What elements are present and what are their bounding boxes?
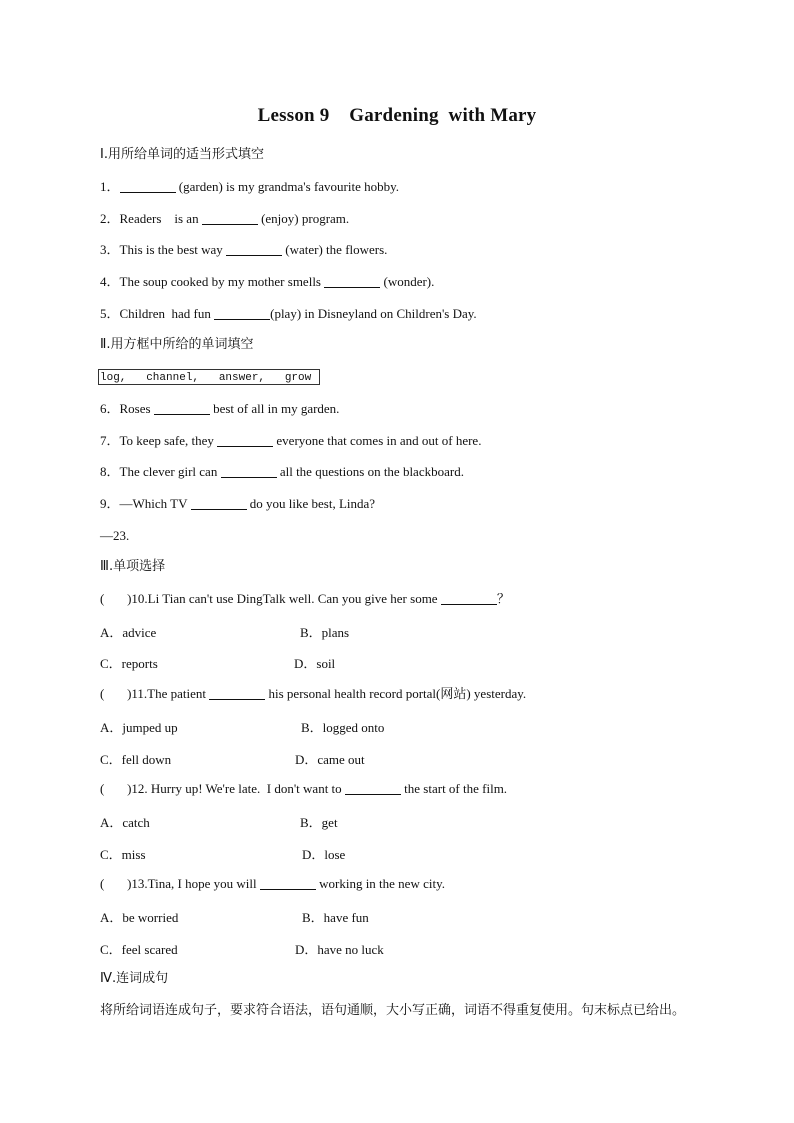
section-4-heading: Ⅳ.连词成句 — [100, 971, 169, 986]
answer-blank[interactable] — [120, 180, 176, 193]
question-9: 9．—Which TV do you like best, Linda? — [100, 496, 376, 511]
option-c[interactable]: C．reports — [100, 656, 158, 671]
option-c[interactable]: C．fell down — [100, 752, 172, 767]
question-10: ( )10.Li Tian can't use DingTalk well. Can you give her some ？ — [100, 591, 510, 606]
option-b[interactable]: B．logged onto — [301, 720, 385, 735]
question-2: 2．Readers is an (enjoy) program. — [100, 211, 350, 226]
answer-blank[interactable] — [226, 243, 282, 256]
option-d[interactable]: D．soil — [294, 656, 336, 671]
option-b[interactable]: B．get — [300, 815, 338, 830]
answer-blank[interactable] — [345, 782, 401, 795]
answer-blank[interactable] — [214, 307, 270, 320]
answer-blank[interactable] — [260, 877, 316, 890]
section-2-heading: Ⅱ.用方框中所给的单词填空 — [100, 337, 254, 352]
answer-blank[interactable] — [217, 434, 273, 447]
section-1-heading: Ⅰ.用所给单词的适当形式填空 — [100, 147, 264, 162]
answer-blank[interactable] — [324, 275, 380, 288]
option-d[interactable]: D．lose — [302, 847, 346, 862]
option-b[interactable]: B．plans — [300, 625, 350, 640]
dialogue-reply: —23. — [100, 528, 130, 543]
option-a[interactable]: A．catch — [100, 815, 150, 830]
question-12: ( )12. Hurry up! We're late. I don't want to the start of the film. — [100, 781, 508, 796]
section-3-heading: Ⅲ.单项选择 — [100, 559, 166, 574]
question-5: 5．Children had fun (play) in Disneyland on Children's Day. — [100, 306, 477, 321]
option-c[interactable]: C．miss — [100, 847, 146, 862]
option-d[interactable]: D．have no luck — [295, 942, 384, 957]
option-b[interactable]: B．have fun — [302, 910, 369, 925]
question-13: ( )13.Tina, I hope you will working in the new city. — [100, 876, 445, 891]
answer-blank[interactable] — [209, 687, 265, 700]
question-1: 1． (garden) is my grandma's favourite hobby. — [100, 179, 400, 194]
answer-blank[interactable] — [221, 465, 277, 478]
option-a[interactable]: A．be worried — [100, 910, 179, 925]
word-box: log, channel, answer, grow — [98, 369, 320, 385]
answer-blank[interactable] — [202, 212, 258, 225]
answer-blank[interactable] — [191, 497, 247, 510]
answer-blank[interactable] — [154, 402, 210, 415]
question-6: 6．Roses best of all in my garden. — [100, 401, 340, 416]
question-11: ( )11.The patient his personal health record portal(网站) yesterday. — [100, 686, 527, 701]
question-7: 7．To keep safe, they everyone that comes in and out of here. — [100, 433, 482, 448]
question-4: 4．The soup cooked by my mother smells (wonder). — [100, 274, 435, 289]
question-3: 3．This is the best way (water) the flowers. — [100, 242, 388, 257]
option-a[interactable]: A．advice — [100, 625, 157, 640]
option-a[interactable]: A．jumped up — [100, 720, 178, 735]
option-d[interactable]: D．came out — [295, 752, 365, 767]
section-4-instruction: 将所给词语连成句子，要求符合语法，语句通顺，大小写正确，词语不得重复使用。句末标点已给出。 — [100, 1003, 686, 1018]
lesson-title: Lesson 9 Gardening with Mary — [257, 105, 537, 126]
question-8: 8．The clever girl can all the questions on the blackboard. — [100, 464, 464, 479]
answer-blank[interactable] — [441, 592, 497, 605]
option-c[interactable]: C．feel scared — [100, 942, 178, 957]
